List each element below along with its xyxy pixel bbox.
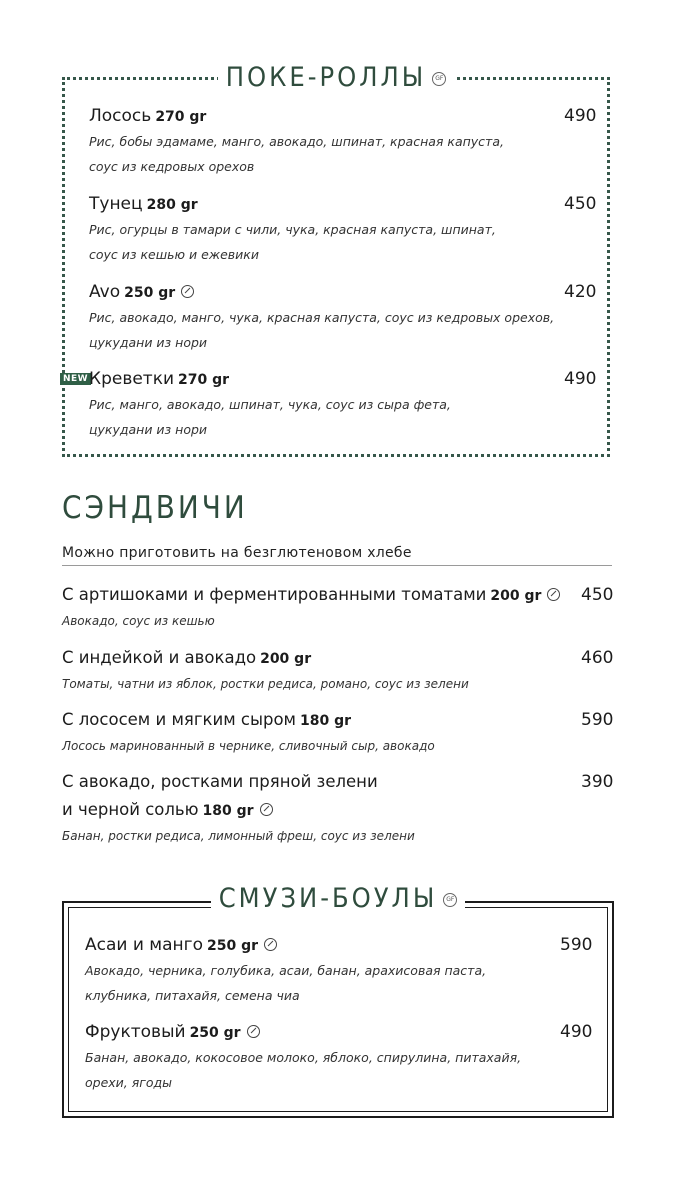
item-weight: 200 gr xyxy=(490,588,542,604)
item-name: Лосось xyxy=(89,106,152,126)
item-description: Авокадо, соус из кешью xyxy=(62,614,215,628)
vegan-leaf-icon xyxy=(264,938,277,951)
item-name: С индейкой и авокадо xyxy=(62,648,257,667)
item-description: Рис, авокадо, манго, чука, красная капуста, соус из кедровых орехов, xyxy=(89,310,555,325)
item-description: цукудани из нори xyxy=(89,335,208,350)
gluten-free-icon: GF xyxy=(443,893,457,907)
item-weight: 180 gr xyxy=(202,803,254,819)
item-weight: 250 gr xyxy=(189,1025,241,1041)
vegan-leaf-icon xyxy=(260,803,273,816)
item-weight: 250 gr xyxy=(207,938,259,954)
item-description: соус из кешью и ежевики xyxy=(89,247,259,262)
item-description: Банан, ростки редиса, лимонный фреш, соус из зелени xyxy=(62,829,415,843)
item-weight: 280 gr xyxy=(146,197,198,213)
vegan-leaf-icon xyxy=(181,285,194,298)
item-name: Асаи и манго xyxy=(85,935,203,955)
gluten-free-note: Можно приготовить на безглютеновом хлебе xyxy=(62,545,412,561)
poke-title: ПОКЕ-РОЛЛЫ xyxy=(225,62,427,93)
poke-header xyxy=(65,60,607,96)
item-price: 490 xyxy=(564,106,597,126)
item-weight: 270 gr xyxy=(178,372,230,388)
item-price: 590 xyxy=(560,935,593,955)
menu-item-smoothie-acai xyxy=(85,933,486,1008)
item-price: 390 xyxy=(581,772,614,792)
menu-item-sandwich-artichoke xyxy=(62,581,560,632)
item-description: соус из кедровых орехов xyxy=(89,159,255,174)
item-name: С лососем и мягким сыром xyxy=(62,710,296,729)
item-name: С артишоками и ферментированными томатами xyxy=(62,585,487,604)
gluten-free-icon: GF xyxy=(432,72,446,86)
item-description: Рис, манго, авокадо, шпинат, чука, соус из сыра фета, xyxy=(89,397,451,412)
item-price: 420 xyxy=(564,282,597,302)
item-price: 460 xyxy=(581,648,614,668)
item-description: клубника, питахайя, семена чиа xyxy=(85,988,300,1003)
item-price: 590 xyxy=(581,710,614,730)
item-description: Банан, авокадо, кокосовое молоко, яблоко, спирулина, питахайя, xyxy=(85,1050,522,1065)
item-description: Лосось маринованный в чернике, сливочный сыр, авокадо xyxy=(62,739,435,753)
sandwiches-title: СЭНДВИЧИ xyxy=(62,490,248,526)
item-description: Авокадо, черника, голубика, асаи, банан, арахисовая паста, xyxy=(85,963,487,978)
item-price: 490 xyxy=(564,369,597,389)
item-description: Рис, бобы эдамаме, манго, авокадо, шпинат, красная капуста, xyxy=(89,134,504,149)
item-description: цукудани из нори xyxy=(89,422,208,437)
item-weight: 180 gr xyxy=(300,713,352,729)
menu-item-sandwich-avocado xyxy=(62,768,415,847)
item-name: С авокадо, ростками пряной зелени xyxy=(62,772,378,791)
menu-item-poke-shrimp xyxy=(89,367,451,442)
menu-item-sandwich-salmon xyxy=(62,706,435,757)
item-price: 450 xyxy=(581,585,614,605)
item-name: Фруктовый xyxy=(85,1022,186,1042)
smoothie-title: СМУЗИ-БОУЛЫ xyxy=(218,883,438,914)
item-weight: 270 gr xyxy=(155,109,207,125)
divider xyxy=(62,565,612,566)
menu-item-poke-avo xyxy=(89,280,554,355)
item-description: Рис, огурцы в тамари с чили, чука, красная капуста, шпинат, xyxy=(89,222,496,237)
item-price: 450 xyxy=(564,194,597,214)
menu-item-poke-salmon xyxy=(89,104,504,179)
menu-item-poke-tuna xyxy=(89,192,496,267)
item-weight: 200 gr xyxy=(260,651,312,667)
item-description: Томаты, чатни из яблок, ростки редиса, романо, соус из зелени xyxy=(62,677,469,691)
new-badge: NEW xyxy=(60,373,91,385)
item-name: и черной солью xyxy=(62,800,199,819)
menu-item-smoothie-fruit xyxy=(85,1020,521,1095)
item-name: Тунец xyxy=(89,194,143,214)
item-price: 490 xyxy=(560,1022,593,1042)
vegan-leaf-icon xyxy=(247,1025,260,1038)
vegan-leaf-icon xyxy=(547,588,560,601)
item-description: орехи, ягоды xyxy=(85,1075,172,1090)
item-name: Avo xyxy=(89,282,121,302)
menu-item-sandwich-turkey xyxy=(62,644,469,695)
item-name: Креветки xyxy=(89,369,175,389)
item-weight: 250 gr xyxy=(124,285,176,301)
smoothie-header xyxy=(64,881,612,917)
